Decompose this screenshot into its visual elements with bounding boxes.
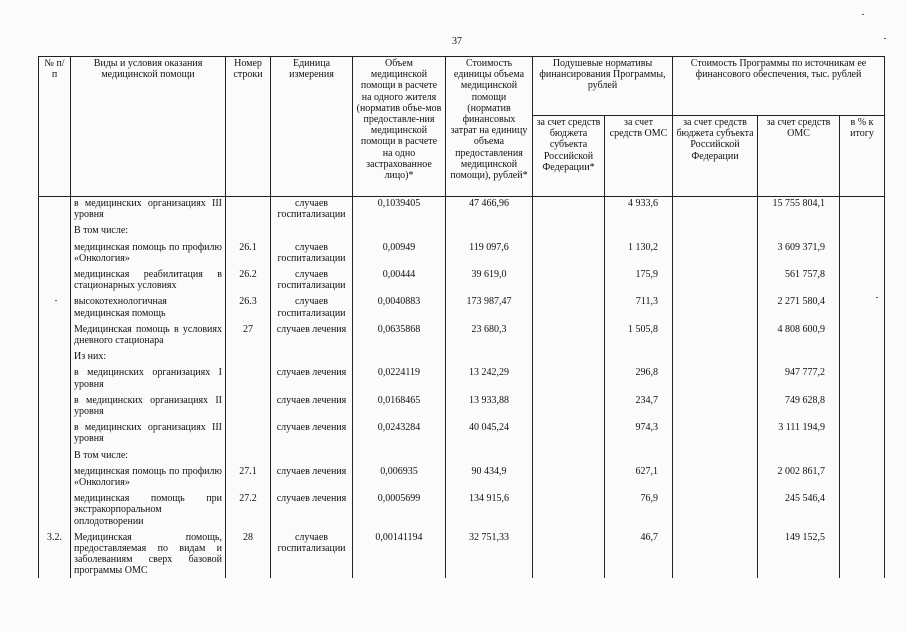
row-per-capita-budget: [533, 221, 605, 237]
row-program-budget: [673, 347, 758, 363]
row-per-capita-oms: 234,7: [605, 391, 673, 418]
row-program-oms: [758, 221, 840, 237]
row-unit: [271, 446, 353, 462]
row-per-capita-budget: [533, 489, 605, 528]
table-row: [39, 265, 885, 292]
header-volume: Объем медицинской помощи в расчете на одного жителя (норматив объе-мов предоставле-ния медицинской помощи в расчете на одно застрахованное лицо)*: [353, 57, 446, 197]
page-number: 37: [452, 36, 462, 47]
row-cost: 23 680,3: [446, 320, 533, 347]
row-name: в медицинских организациях I уровня: [71, 363, 226, 390]
row-per-capita-budget: [533, 462, 605, 489]
row-cost: 173 987,47: [446, 292, 533, 319]
table-row: [39, 489, 885, 528]
row-program-oms: 749 628,8: [758, 391, 840, 418]
table-row: [39, 197, 885, 222]
row-program-oms: 245 546,4: [758, 489, 840, 528]
row-num: [39, 292, 71, 319]
row-num: [39, 363, 71, 390]
row-cost: [446, 221, 533, 237]
row-number: [226, 221, 271, 237]
row-program-budget: [673, 238, 758, 265]
row-unit: случаев госпитализации: [271, 528, 353, 578]
header-unit-cost: Стоимость единицы объема медицинской помощи (норматив финансовых затрат на единицу объема предоставления медицинской помощи), рублей*: [446, 57, 533, 197]
row-volume: 0,00949: [353, 238, 446, 265]
row-per-capita-oms: 627,1: [605, 462, 673, 489]
row-program-percent: [840, 363, 885, 390]
row-cost: 32 751,33: [446, 528, 533, 578]
financing-table: [38, 56, 885, 578]
scan-speck: [884, 38, 886, 39]
row-volume: [353, 221, 446, 237]
row-program-percent: [840, 197, 885, 222]
row-program-oms: 15 755 804,1: [758, 197, 840, 222]
row-per-capita-budget: [533, 238, 605, 265]
row-num: [39, 320, 71, 347]
row-num: [39, 489, 71, 528]
row-number: [226, 347, 271, 363]
row-number: 28: [226, 528, 271, 578]
row-program-budget: [673, 221, 758, 237]
row-num: 3.2.: [39, 528, 71, 578]
header-row-number: Номер строки: [226, 57, 271, 197]
row-num: [39, 446, 71, 462]
row-program-budget: [673, 320, 758, 347]
header-per-capita: Подушевые нормативы финансирования Программы, рублей: [533, 57, 673, 116]
row-volume: 0,0040883: [353, 292, 446, 319]
row-program-oms: 3 111 194,9: [758, 418, 840, 445]
row-number: 26.1: [226, 238, 271, 265]
table-row: [39, 221, 885, 237]
row-per-capita-oms: 974,3: [605, 418, 673, 445]
row-program-oms: 4 808 600,9: [758, 320, 840, 347]
table-row: [39, 363, 885, 390]
scan-speck: [862, 14, 864, 15]
row-program-budget: [673, 489, 758, 528]
row-unit: случаев лечения: [271, 391, 353, 418]
scan-speck: [55, 300, 57, 301]
row-per-capita-budget: [533, 528, 605, 578]
row-program-percent: [840, 347, 885, 363]
row-num: [39, 221, 71, 237]
row-volume: 0,00141194: [353, 528, 446, 578]
table-row: [39, 347, 885, 363]
table-header: [39, 57, 885, 197]
row-volume: 0,00444: [353, 265, 446, 292]
row-program-oms: 947 777,2: [758, 363, 840, 390]
row-per-capita-oms: [605, 446, 673, 462]
row-name: В том числе:: [71, 221, 226, 237]
row-cost: 13 242,29: [446, 363, 533, 390]
table-row: [39, 462, 885, 489]
row-per-capita-budget: [533, 320, 605, 347]
row-cost: 134 915,6: [446, 489, 533, 528]
row-volume: 0,1039405: [353, 197, 446, 222]
row-unit: случаев лечения: [271, 462, 353, 489]
row-per-capita-oms: 46,7: [605, 528, 673, 578]
table-row: [39, 292, 885, 319]
row-per-capita-oms: [605, 347, 673, 363]
row-cost: 119 097,6: [446, 238, 533, 265]
header-num: № п/п: [39, 57, 71, 197]
row-unit: случаев лечения: [271, 320, 353, 347]
row-number: 27.1: [226, 462, 271, 489]
row-per-capita-budget: [533, 363, 605, 390]
row-name: Из них:: [71, 347, 226, 363]
row-name: в медицинских организациях III уровня: [71, 418, 226, 445]
row-per-capita-oms: 76,9: [605, 489, 673, 528]
row-unit: [271, 347, 353, 363]
row-unit: случаев госпитализации: [271, 238, 353, 265]
row-program-percent: [840, 418, 885, 445]
row-per-capita-oms: [605, 221, 673, 237]
row-program-percent: [840, 221, 885, 237]
row-program-oms: 2 002 861,7: [758, 462, 840, 489]
row-number: 26.2: [226, 265, 271, 292]
header-per-capita-budget: за счет средств бюджета субъекта Российской Федерации*: [533, 116, 605, 197]
row-cost: [446, 347, 533, 363]
row-number: 26.3: [226, 292, 271, 319]
row-number: 27.2: [226, 489, 271, 528]
row-per-capita-budget: [533, 197, 605, 222]
row-name: высокотехнологичная медицинская помощь: [71, 292, 226, 319]
row-per-capita-budget: [533, 265, 605, 292]
row-per-capita-budget: [533, 418, 605, 445]
row-per-capita-oms: 4 933,6: [605, 197, 673, 222]
row-number: [226, 418, 271, 445]
row-number: [226, 363, 271, 390]
row-volume: 0,006935: [353, 462, 446, 489]
row-program-oms: 149 152,5: [758, 528, 840, 578]
row-program-budget: [673, 462, 758, 489]
row-program-budget: [673, 418, 758, 445]
row-per-capita-budget: [533, 391, 605, 418]
row-cost: 90 434,9: [446, 462, 533, 489]
row-num: [39, 347, 71, 363]
header-program-cost: Стоимость Программы по источникам ее финансового обеспечения, тыс. рублей: [673, 57, 885, 116]
row-cost: 40 045,24: [446, 418, 533, 445]
row-unit: случаев госпитализации: [271, 197, 353, 222]
row-per-capita-budget: [533, 292, 605, 319]
table-row: [39, 238, 885, 265]
row-unit: случаев госпитализации: [271, 292, 353, 319]
row-unit: случаев лечения: [271, 363, 353, 390]
row-name: медицинская помощь по профилю «Онкология»: [71, 238, 226, 265]
row-program-percent: [840, 462, 885, 489]
row-num: [39, 265, 71, 292]
row-per-capita-budget: [533, 347, 605, 363]
row-cost: 47 466,96: [446, 197, 533, 222]
row-per-capita-budget: [533, 446, 605, 462]
row-program-budget: [673, 391, 758, 418]
row-unit: случаев госпитализации: [271, 265, 353, 292]
row-unit: [271, 221, 353, 237]
row-program-percent: [840, 391, 885, 418]
row-cost: 13 933,88: [446, 391, 533, 418]
row-num: [39, 391, 71, 418]
row-volume: 0,0243284: [353, 418, 446, 445]
row-volume: [353, 446, 446, 462]
table-row: [39, 446, 885, 462]
row-program-percent: [840, 489, 885, 528]
row-volume: 0,0168465: [353, 391, 446, 418]
row-program-percent: [840, 320, 885, 347]
row-program-oms: 3 609 371,9: [758, 238, 840, 265]
row-cost: 39 619,0: [446, 265, 533, 292]
row-per-capita-oms: 711,3: [605, 292, 673, 319]
row-name: В том числе:: [71, 446, 226, 462]
row-unit: случаев лечения: [271, 489, 353, 528]
row-number: [226, 391, 271, 418]
row-per-capita-oms: 296,8: [605, 363, 673, 390]
row-program-budget: [673, 292, 758, 319]
table-row: [39, 528, 885, 578]
row-volume: 0,0224119: [353, 363, 446, 390]
row-num: [39, 238, 71, 265]
row-volume: 0,0635868: [353, 320, 446, 347]
row-program-budget: [673, 265, 758, 292]
row-volume: 0,0005699: [353, 489, 446, 528]
table-row: [39, 418, 885, 445]
row-per-capita-oms: 1 130,2: [605, 238, 673, 265]
row-program-oms: 2 271 580,4: [758, 292, 840, 319]
row-program-percent: [840, 265, 885, 292]
row-num: [39, 462, 71, 489]
row-program-budget: [673, 197, 758, 222]
row-program-budget: [673, 363, 758, 390]
table-body: [39, 197, 885, 578]
header-kind: Виды и условия оказания медицинской помощи: [71, 57, 226, 197]
row-name: в медицинских организациях II уровня: [71, 391, 226, 418]
row-num: [39, 197, 71, 222]
row-name: медицинская реабилитация в стационарных условиях: [71, 265, 226, 292]
row-per-capita-oms: 1 505,8: [605, 320, 673, 347]
row-program-percent: [840, 528, 885, 578]
row-name: медицинская помощь при экстракорпоральном оплодотворении: [71, 489, 226, 528]
row-volume: [353, 347, 446, 363]
header-program-percent: в % к итогу: [840, 116, 885, 197]
table-row: [39, 320, 885, 347]
row-unit: случаев лечения: [271, 418, 353, 445]
row-program-budget: [673, 528, 758, 578]
row-program-oms: 561 757,8: [758, 265, 840, 292]
row-name: Медицинская помощь, предоставляемая по видам и заболеваниям сверх базовой программы ОМС: [71, 528, 226, 578]
row-name: в медицинских организациях III уровня: [71, 197, 226, 222]
row-program-percent: [840, 238, 885, 265]
row-program-oms: [758, 347, 840, 363]
row-number: [226, 446, 271, 462]
row-name: Медицинская помощь в условиях дневного стационара: [71, 320, 226, 347]
row-program-oms: [758, 446, 840, 462]
header-program-oms: за счет средств ОМС: [758, 116, 840, 197]
scan-speck: [876, 297, 878, 298]
header-per-capita-oms: за счет средств ОМС: [605, 116, 673, 197]
row-num: [39, 418, 71, 445]
row-per-capita-oms: 175,9: [605, 265, 673, 292]
row-cost: [446, 446, 533, 462]
row-name: медицинская помощь по профилю «Онкология»: [71, 462, 226, 489]
row-number: 27: [226, 320, 271, 347]
row-program-budget: [673, 446, 758, 462]
header-program-budget: за счет средств бюджета субъекта Российской Федерации: [673, 116, 758, 197]
table-row: [39, 391, 885, 418]
header-unit: Единица измерения: [271, 57, 353, 197]
row-number: [226, 197, 271, 222]
row-program-percent: [840, 446, 885, 462]
